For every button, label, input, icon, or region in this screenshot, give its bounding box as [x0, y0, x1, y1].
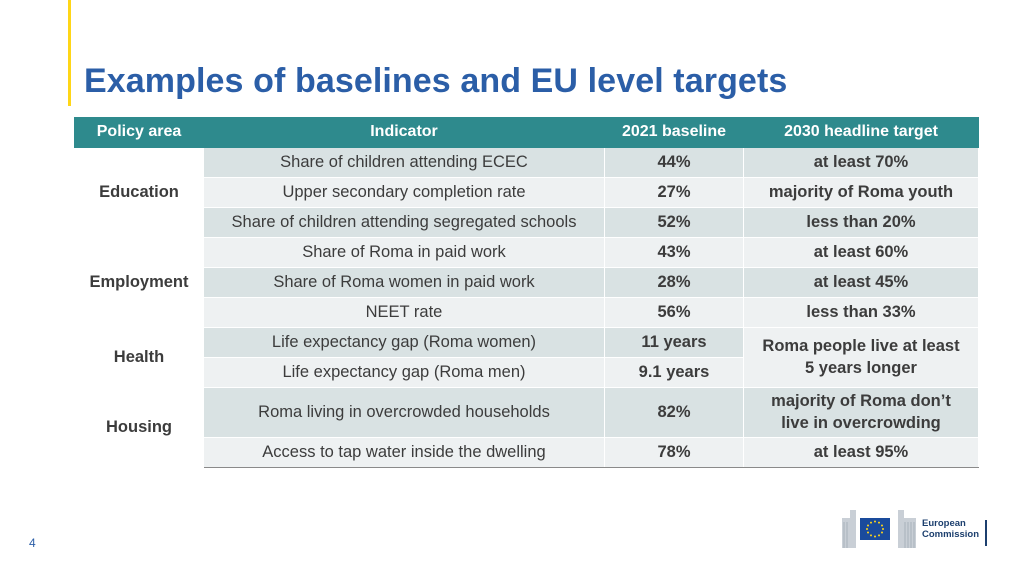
header-indicator: Indicator [204, 118, 605, 148]
indicator-cell: NEET rate [204, 298, 605, 328]
baseline-cell: 52% [605, 208, 744, 238]
table-header-row [75, 118, 979, 148]
table-row [75, 208, 979, 238]
indicator-cell: Share of children attending ECEC [204, 148, 605, 178]
target-line: live in overcrowding [781, 413, 941, 432]
indicator-cell: Share of children attending segregated schools [204, 208, 605, 238]
table-row [75, 238, 979, 268]
baseline-cell: 27% [605, 178, 744, 208]
indicator-cell: Life expectancy gap (Roma men) [204, 358, 605, 388]
indicator-cell: Upper secondary completion rate [204, 178, 605, 208]
logo-line-1: European [922, 518, 966, 529]
logo-line-2: Commission [922, 528, 980, 540]
baseline-cell: 43% [605, 238, 744, 268]
target-cell: majority of Roma youth [744, 178, 979, 208]
header-baseline: 2021 baseline [605, 118, 744, 148]
baseline-cell: 9.1 years [605, 358, 744, 388]
baseline-cell: 28% [605, 268, 744, 298]
baseline-cell: 44% [605, 148, 744, 178]
baseline-cell: 78% [605, 438, 744, 468]
table-row [75, 388, 979, 438]
eu-flag-icon [842, 506, 918, 550]
indicator-cell: Access to tap water inside the dwelling [204, 438, 605, 468]
european-commission-logo [842, 506, 992, 550]
page-title: Examples of baselines and EU level targets [84, 62, 788, 100]
target-cell: less than 20% [744, 208, 979, 238]
table-row [75, 328, 979, 358]
table-row [75, 438, 979, 468]
target-line: Roma people live at least [762, 337, 960, 356]
logo-divider [985, 520, 987, 546]
baseline-cell: 56% [605, 298, 744, 328]
target-cell: at least 70% [744, 148, 979, 178]
target-cell: less than 33% [744, 298, 979, 328]
indicator-cell: Share of Roma women in paid work [204, 268, 605, 298]
target-line: 5 years longer [805, 358, 917, 377]
table-row [75, 178, 979, 208]
header-policy-area: Policy area [75, 118, 204, 148]
target-cell: at least 60% [744, 238, 979, 268]
target-cell-merged [744, 328, 979, 388]
logo-wordmark [922, 519, 979, 541]
policy-area-health: Health [75, 328, 204, 388]
target-cell: at least 95% [744, 438, 979, 468]
policy-area-employment: Employment [75, 238, 204, 328]
indicator-cell: Roma living in overcrowded households [204, 388, 605, 438]
title-accent-bar [68, 0, 71, 106]
target-cell: at least 45% [744, 268, 979, 298]
table-row [75, 268, 979, 298]
target-cell [744, 388, 979, 438]
target-line: majority of Roma don’t [771, 392, 951, 411]
page-number: 4 [29, 536, 36, 550]
header-target: 2030 headline target [744, 118, 979, 148]
policy-area-education: Education [75, 148, 204, 238]
table-row [75, 298, 979, 328]
indicator-cell: Life expectancy gap (Roma women) [204, 328, 605, 358]
baseline-cell: 82% [605, 388, 744, 438]
policy-area-housing: Housing [75, 388, 204, 468]
targets-table [74, 117, 979, 468]
table-row [75, 148, 979, 178]
indicator-cell: Share of Roma in paid work [204, 238, 605, 268]
baseline-cell: 11 years [605, 328, 744, 358]
